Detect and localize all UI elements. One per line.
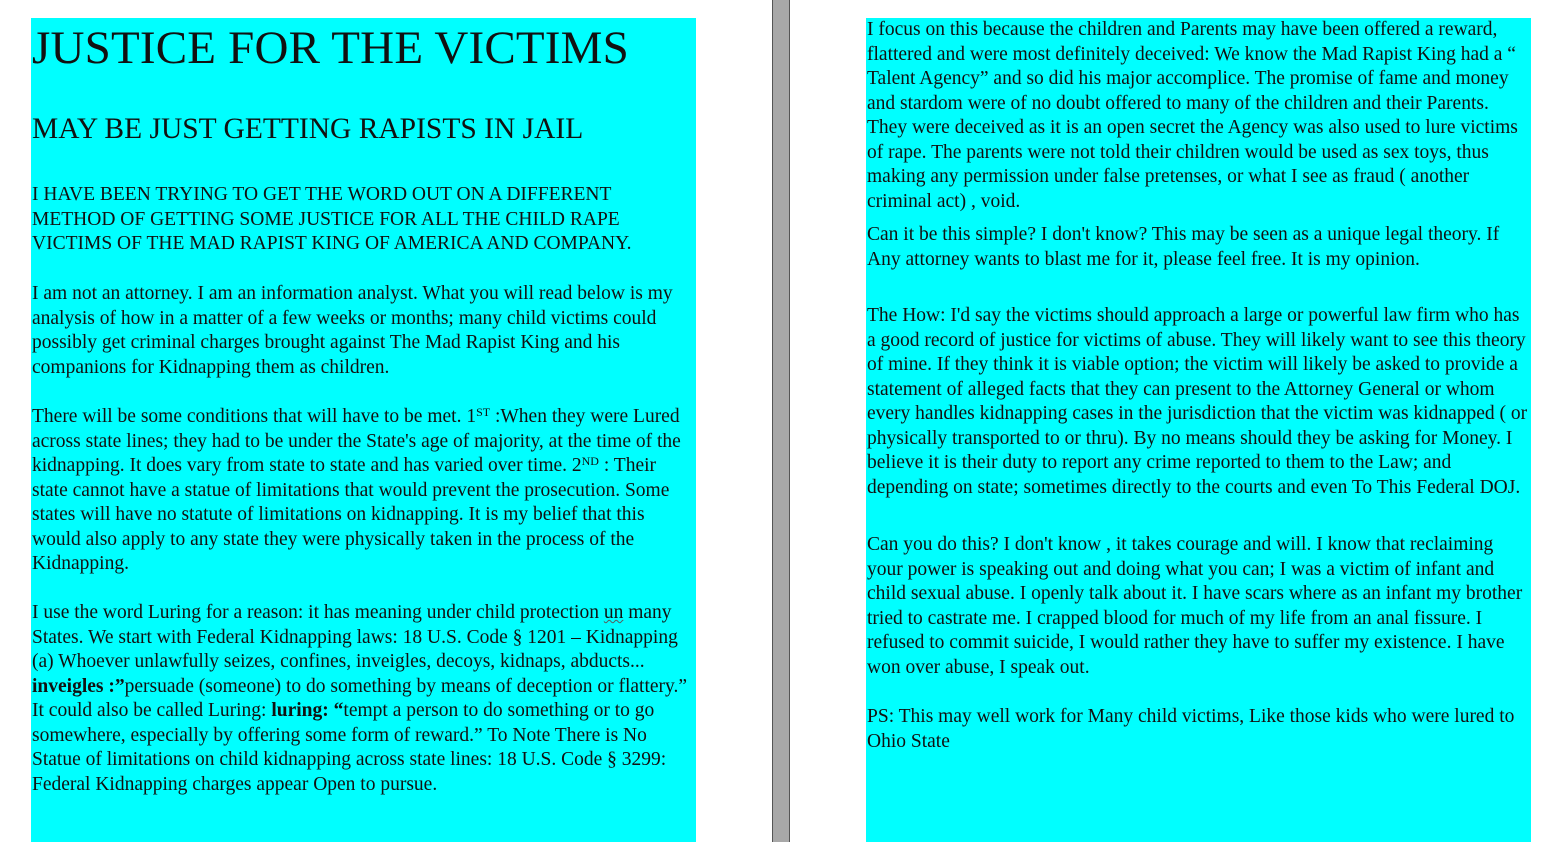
right-page: [866, 18, 1531, 842]
courage-paragraph: Can you do this? I don't know , it takes courage and will. I know that reclaiming your power is speaking out and doing what you can; I was a victim of infant and child sexual abuse. I openly talk about it. I have scars where as an infant my brother tried to castrate me. I crapped blood for much of my life from an anal fissure. I refused to commit suicide, I would rather they have to suffer my existence. I have won over abuse, I speak out.: [867, 534, 1523, 678]
document-title: JUSTICE FOR THE VICTIMS: [32, 22, 629, 74]
luring-paragraph: I use the word Luring for a reason: it has meaning under child protection un many States. We start with Federal Kidnapping laws: 18 U.S. Code § 1201 – Kidnapping (a) Whoever unlawfully seizes, confines, inveigles, decoys, kidnaps, abducts... inveigles :”persuade (someone) to do something by means of deception or flattery.” It could also be called Luring: luring: “tempt a person to do something or to go somewhere, especially by offering some form of reward.” To Note There is No Statue of limitations on child kidnapping across state lines: 18 U.S. Code § 3299: Federal Kidnapping charges appear Open to pursue.: [32, 602, 688, 795]
intro-paragraph: I HAVE BEEN TRYING TO GET THE WORD OUT ON A DIFFERENT METHOD OF GETTING SOME JUSTICE FOR ALL THE CHILD RAPE VICTIMS OF THE MAD RAPIST KING OF AMERICA AND COMPANY.: [32, 184, 632, 254]
how-paragraph: The How: I'd say the victims should approach a large or powerful law firm who has a good record of justice for victims of abuse. They will likely want to see this theory of mine. If they think it is viable option; the victim will likely be asked to provide a statement of alleged facts that they can present to the Attorney General or whom every handles kidnapping cases in the jurisdiction that the victim was kidnapped ( or physically transported to or thru). By no means should they be asking for Money. I believe it is their duty to report any crime reported to them to the Law; and depending on state; sometimes directly to the courts and even To This Federal DOJ.: [867, 305, 1528, 498]
ps-paragraph: PS: This may well work for Many child victims, Like those kids who were lured to Ohio State: [867, 706, 1515, 752]
attorney-paragraph: I am not an attorney. I am an information analyst. What you will read below is my analysis of how in a matter of a few weeks or months; many child victims could possibly get criminal charges brought against The Mad Rapist King and his companions for Kidnapping them as children.: [32, 283, 673, 378]
document-subtitle: MAY BE JUST GETTING RAPISTS IN JAIL: [32, 113, 584, 145]
spellcheck-underline: un: [603, 602, 624, 623]
page-divider: [772, 0, 790, 842]
left-page: [31, 18, 696, 842]
conditions-paragraph: There will be some conditions that will have to be met. 1ST :When they were Lured across state lines; they had to be under the State's age of majority, at the time of the kidnapping. It does vary from state to state and has varied over time. 2ND : Their state cannot have a statue of limitations that would prevent the prosecution. Some states will have no statute of limitations on kidnapping. It is my belief that this would also apply to any state they were physically taken in the process of the Kidnapping.: [32, 405, 681, 574]
focus-paragraph: I focus on this because the children and Parents may have been offered a reward, flattered and were most definitely deceived: We know the Mad Rapist King had a “ Talent Agency” and so did his major accomplice. The promise of fame and money and stardom were of no doubt offered to many of the children and their Parents. They were deceived as it is an open secret the Agency was also used to lure victims of rape. The parents were not told their children would be used as sex toys, thus making any permission under false pretenses, or what I see as fraud ( another criminal act) , void.: [867, 19, 1518, 212]
simple-paragraph: Can it be this simple? I don't know? This may be seen as a unique legal theory. If Any attorney wants to blast me for it, please feel free. It is my opinion.: [867, 224, 1500, 270]
